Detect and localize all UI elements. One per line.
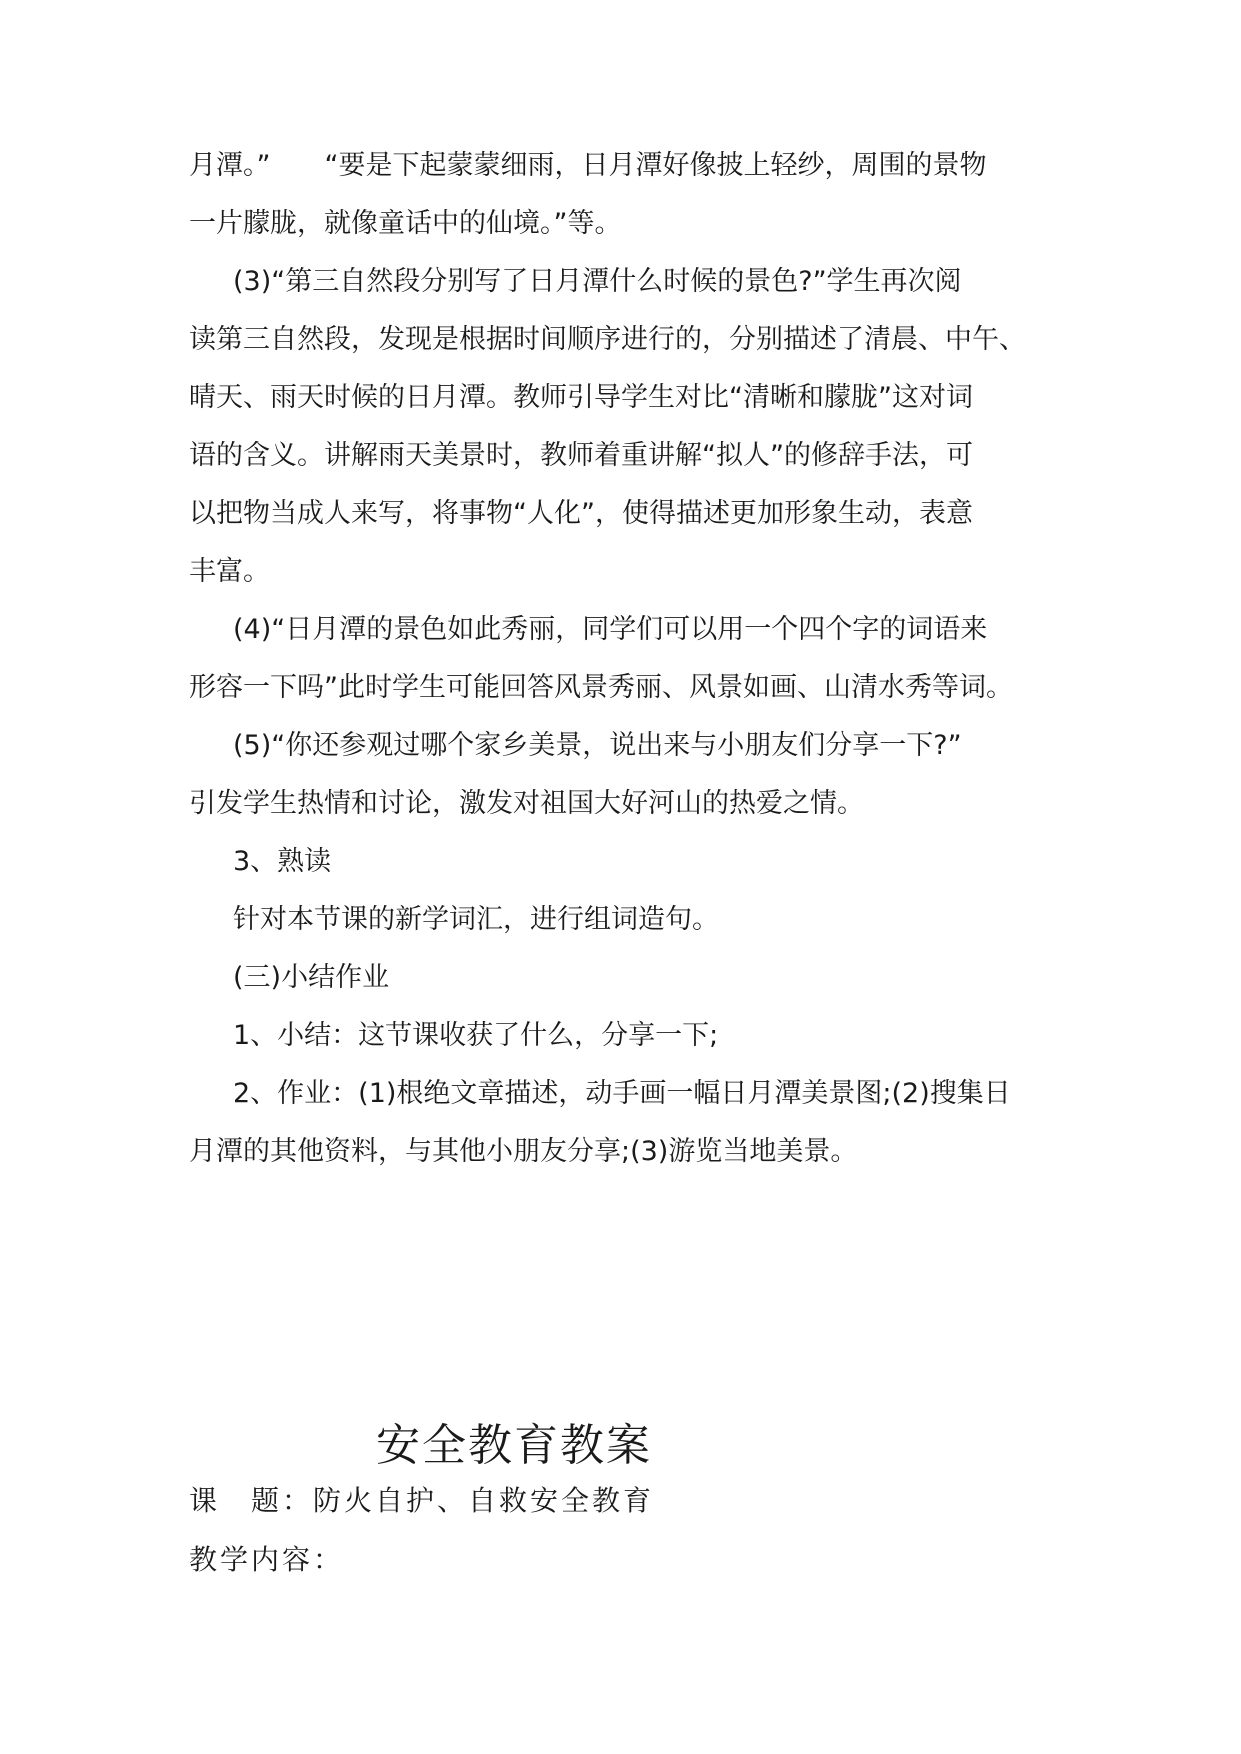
paragraph-line: (4)“日月潭的景色如此秀丽，同学们可以用一个四个字的词语来 xyxy=(233,614,988,645)
paragraph-line: 1、小结：这节课收获了什么，分享一下; xyxy=(233,1020,719,1051)
paragraph-line: 形容一下吗”此时学生可能回答风景秀丽、风景如画、山清水秀等词。 xyxy=(189,672,1013,703)
paragraph-line: 以把物当成人来写，将事物“人化”，使得描述更加形象生动，表意 xyxy=(189,498,973,529)
paragraph-line: (5)“你还参观过哪个家乡美景，说出来与小朋友们分享一下?” xyxy=(233,730,962,761)
paragraph-line: 月潭的其他资料，与其他小朋友分享;(3)游览当地美景。 xyxy=(189,1136,858,1167)
safety-plan-title: 安全教育教案 xyxy=(376,1420,652,1471)
safety-plan-topic: 课 题：防火自护、自救安全教育 xyxy=(189,1484,655,1517)
section-heading: (三)小结作业 xyxy=(233,962,390,993)
paragraph-line: 月潭。” “要是下起蒙蒙细雨，日月潭好像披上轻纱，周围的景物 xyxy=(189,150,987,181)
paragraph-line: 2、作业：(1)根绝文章描述，动手画一幅日月潭美景图;(2)搜集日 xyxy=(233,1078,1011,1109)
paragraph-line: 语的含义。讲解雨天美景时，教师着重讲解“拟人”的修辞手法，可 xyxy=(189,440,973,471)
paragraph-line: 读第三自然段，发现是根据时间顺序进行的，分别描述了清晨、中午、 xyxy=(189,324,1026,355)
paragraph-line: 晴天、雨天时候的日月潭。教师引导学生对比“清晰和朦胧”这对词 xyxy=(189,382,973,413)
safety-plan-content-label: 教学内容： xyxy=(189,1543,345,1576)
paragraph-line: 针对本节课的新学词汇，进行组词造句。 xyxy=(233,904,719,935)
section-heading: 3、熟读 xyxy=(233,846,332,877)
paragraph-line: (3)“第三自然段分别写了日月潭什么时候的景色?”学生再次阅 xyxy=(233,266,962,297)
paragraph-line: 引发学生热情和讨论，激发对祖国大好河山的热爱之情。 xyxy=(189,788,864,819)
paragraph-line: 一片朦胧，就像童话中的仙境。”等。 xyxy=(189,208,622,239)
paragraph-line: 丰富。 xyxy=(189,556,270,587)
